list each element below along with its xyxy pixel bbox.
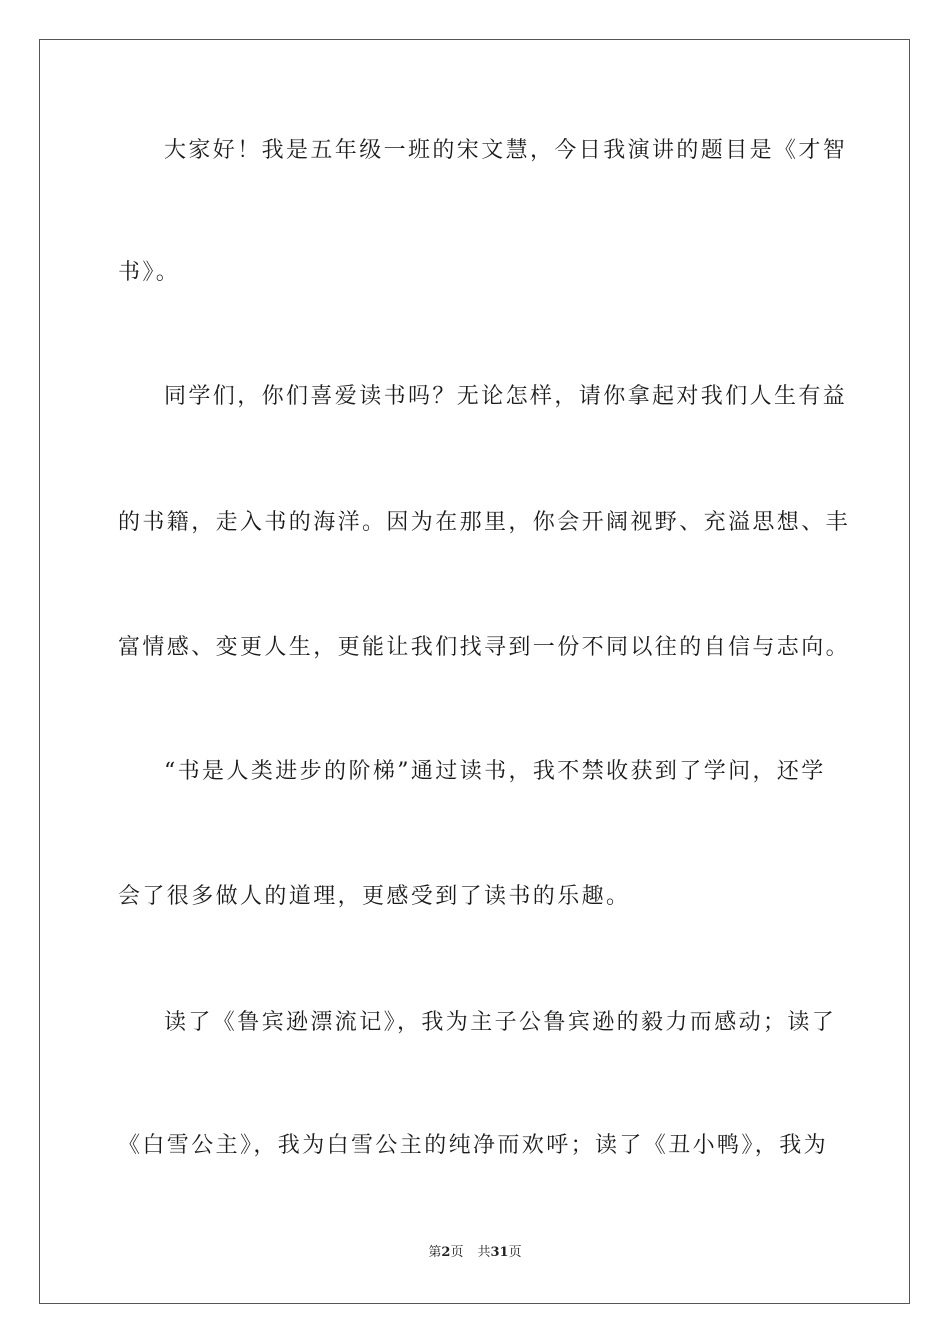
- paragraph-4-line-1: 读了《鲁宾逊漂流记》，我为主子公鲁宾逊的毅力而感动；读了: [164, 1010, 837, 1035]
- paragraph-2-line-1: 同学们，你们喜爱读书吗？无论怎样，请你拿起对我们人生有益: [164, 384, 848, 409]
- total-pages: 31: [490, 1245, 509, 1260]
- page-footer: [0, 1244, 950, 1262]
- paragraph-1-line-2: 书》。: [118, 260, 181, 285]
- paragraph-1-line-1: 大家好！我是五年级一班的宋文慧，今日我演讲的题目是《才智: [164, 138, 848, 163]
- page-border: [39, 39, 910, 1304]
- page-suffix: 页: [450, 1245, 464, 1260]
- paragraph-3-line-1: “书是人类进步的阶梯”通过读书，我不禁收获到了学问，还学: [164, 759, 826, 784]
- paragraph-2-line-3: 富情感、变更人生，更能让我们找寻到一份不同以往的自信与志向。: [118, 635, 851, 660]
- page-prefix: 第: [428, 1245, 442, 1260]
- total-suffix: 页: [508, 1245, 522, 1260]
- paragraph-3-line-2: 会了很多做人的道理，更感受到了读书的乐趣。: [118, 884, 631, 909]
- page-number: 2: [441, 1245, 451, 1260]
- paragraph-2-line-2: 的书籍，走入书的海洋。因为在那里，你会开阔视野、充溢思想、丰: [118, 510, 851, 535]
- paragraph-4-line-2: 《白雪公主》，我为白雪公主的纯净而欢呼；读了《丑小鸭》，我为: [118, 1133, 829, 1158]
- total-prefix: 共: [477, 1245, 491, 1260]
